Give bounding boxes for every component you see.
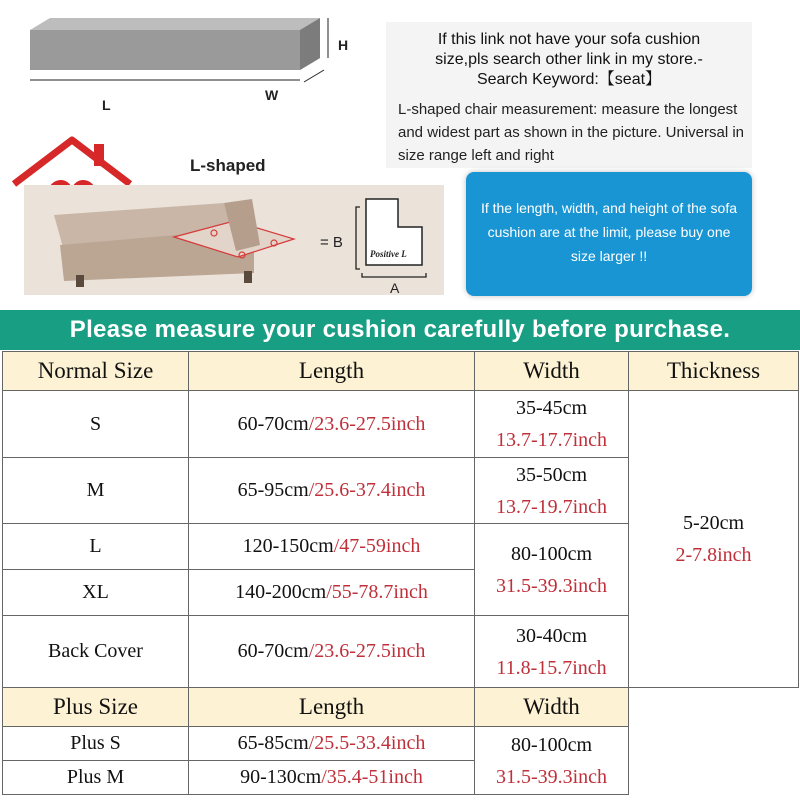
lshaped-sofa-diagram [24,185,444,295]
length-cm: 65-85cm [237,732,309,754]
length-inch: /25.5-33.4inch [308,732,426,754]
size-cell: Plus S [3,727,189,761]
length-label: L [102,97,111,113]
length-cell [189,524,475,570]
width-cm: 35-50cm [515,463,588,486]
width-cm: 80-100cm [510,733,593,756]
lshaped-title: L-shaped [190,156,266,175]
note-line-1: If this link not have your sofa cushion [437,31,701,48]
info-note [386,22,752,168]
height-label: H [338,37,349,53]
length-inch: /35.4-51inch [321,766,423,788]
width-label: W [265,87,279,103]
warning-box [466,172,752,296]
table-row [3,391,799,458]
width-cm: 35-45cm [515,397,588,419]
plus-header-row [3,688,799,727]
length-cm: 60-70cm [237,640,309,662]
length-cm: 60-70cm [237,412,309,435]
length-cell [189,391,475,458]
width-cm: 80-100cm [510,542,593,565]
thickness-inch: 2-7.8inch [675,544,752,566]
length-cell [189,727,475,761]
length-inch: /55-78.7inch [326,581,428,603]
header-thickness: Thickness [629,352,799,391]
size-table [2,351,799,795]
equals-b-label: = B [320,234,343,251]
cushion-dimension-diagram [20,18,360,118]
empty-cell [629,688,799,795]
length-inch: /23.6-27.5inch [308,640,426,662]
width-inch: 11.8-15.7inch [496,656,607,679]
width-cell [475,727,629,795]
width-inch: 31.5-39.3inch [495,574,608,597]
warning-text: If the length, width, and height of the sofa cushion are at the limit, please buy one size larger !! [480,200,738,264]
thickness-cell [629,391,799,688]
size-cell: S [3,391,189,458]
width-inch: 13.7-17.7inch [495,429,608,451]
length-cm: 120-150cm [242,535,334,557]
width-cell [475,524,629,616]
width-inch: 31.5-39.3inch [495,765,608,788]
positive-l-label: Positive L [370,249,407,259]
header-width: Width [475,352,629,391]
table-header-row [3,352,799,391]
length-cell [189,761,475,795]
note-body: L-shaped chair measurement: measure the longest and widest part as shown in the picture. Universal in size range left and right [398,101,745,164]
measure-banner: Please measure your cushion carefully before purchase. [0,310,800,350]
length-cm: 140-200cm [235,581,327,603]
length-cm: 65-95cm [237,479,309,501]
header-length: Length [189,352,475,391]
length-inch: /25.6-37.4inch [308,479,426,501]
size-cell: M [3,458,189,524]
length-cm: 90-130cm [240,766,322,788]
size-cell: XL [3,570,189,616]
length-cell [189,616,475,688]
size-cell: Plus M [3,761,189,795]
header-plus-width: Width [475,688,629,727]
length-inch: /23.6-27.5inch [308,412,426,435]
width-cell [475,458,629,524]
length-cell [189,458,475,524]
header-normal-size: Normal Size [3,352,189,391]
thickness-cm: 5-20cm [682,512,745,534]
a-label: A [390,280,400,295]
length-cell [189,570,475,616]
header-plus-length: Length [189,688,475,727]
size-cell: L [3,524,189,570]
width-inch: 13.7-19.7inch [495,495,608,518]
note-line-2: size,pls search other link in my store.- [435,51,703,68]
header-plus-size: Plus Size [3,688,189,727]
size-cell: Back Cover [3,616,189,688]
length-inch: /47-59inch [333,535,421,557]
width-cell [475,616,629,688]
note-line-3: Search Keyword:【seat】 [476,71,662,88]
width-cell [475,391,629,458]
width-cm: 30-40cm [515,624,588,647]
